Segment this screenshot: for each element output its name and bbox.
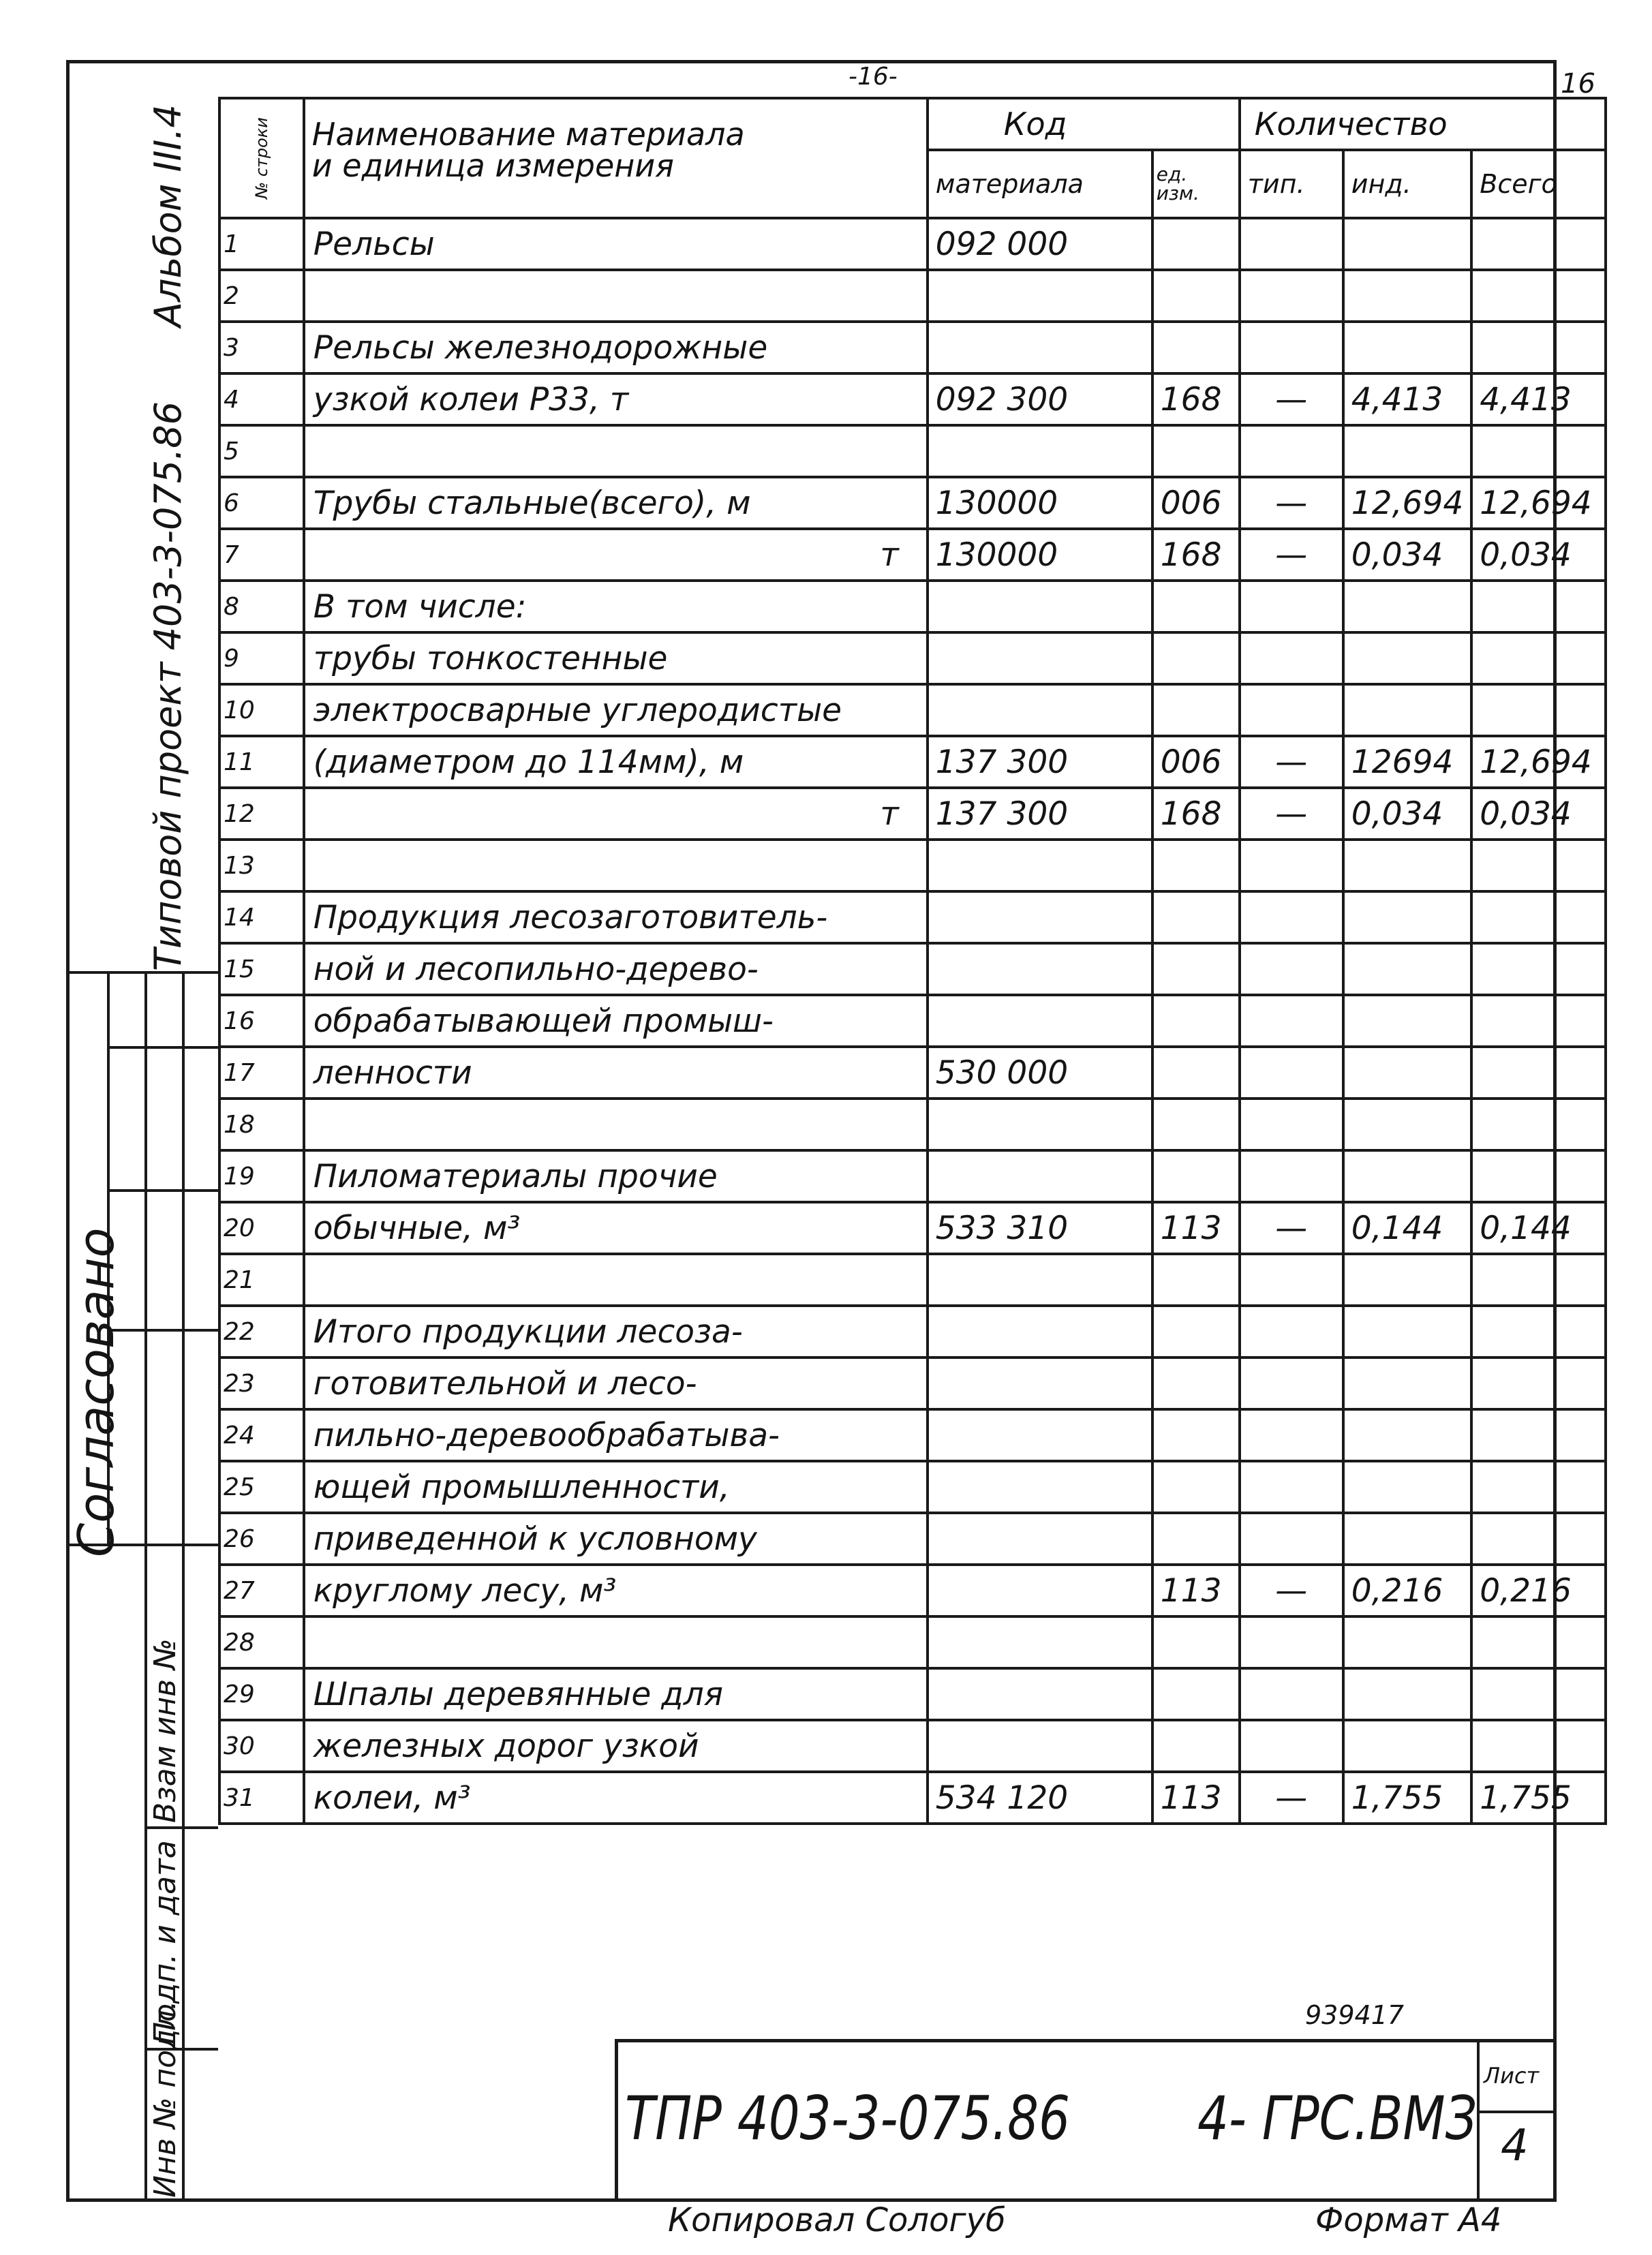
row-number: 8 [219,581,304,632]
row-code: 137 300 [928,788,1152,840]
header-row-number: № строки [219,98,304,218]
row-total [1471,1513,1606,1565]
row-ind: 0,144 [1343,1202,1471,1254]
row-number: 26 [219,1513,304,1565]
row-ind [1343,891,1471,943]
row-unit [1152,995,1240,1047]
row-number: 11 [219,736,304,788]
row-unit [1152,632,1240,684]
table-row [219,995,1606,1047]
row-number: 14 [219,891,304,943]
row-number: 31 [219,1772,304,1824]
row-number: 12 [219,788,304,840]
row-ind [1343,1616,1471,1668]
table-row [219,373,1606,425]
table-row [219,1409,1606,1461]
row-name: железных дорог узкой [304,1720,928,1772]
row-typ [1240,1461,1343,1513]
row-number: 19 [219,1150,304,1202]
row-ind [1343,1720,1471,1772]
table-row [219,1099,1606,1150]
row-ind: 12,694 [1343,477,1471,529]
table-row [219,840,1606,891]
table-row [219,1202,1606,1254]
row-ind: 0,216 [1343,1565,1471,1616]
row-code [928,1254,1152,1306]
table-row [219,581,1606,632]
row-number: 21 [219,1254,304,1306]
row-unit [1152,581,1240,632]
row-name: Трубы стальные(всего), м [304,477,928,529]
row-unit [1152,270,1240,322]
row-name: трубы тонкостенные [304,632,928,684]
row-number: 27 [219,1565,304,1616]
row-unit [1152,1668,1240,1720]
row-number: 2 [219,270,304,322]
row-typ [1240,840,1343,891]
row-code [928,891,1152,943]
doc-code: ТПР 403-3-075.86 [625,2083,1071,2153]
row-total [1471,270,1606,322]
row-code [928,1668,1152,1720]
row-typ: — [1240,529,1343,581]
row-name [304,270,928,322]
row-typ [1240,1720,1343,1772]
row-name: колеи, м³ [304,1772,928,1824]
table-row [219,1357,1606,1409]
row-typ [1240,270,1343,322]
row-ind [1343,1099,1471,1150]
row-number: 1 [219,218,304,270]
row-code [928,1150,1152,1202]
header-quantity: Количество [1240,98,1606,150]
row-unit [1152,1306,1240,1357]
row-number: 29 [219,1668,304,1720]
row-unit [1152,1150,1240,1202]
row-code [928,995,1152,1047]
row-ind: 12694 [1343,736,1471,788]
row-unit [1152,1409,1240,1461]
row-ind: 0,034 [1343,788,1471,840]
table-row [219,1616,1606,1668]
row-code [928,943,1152,995]
row-name: обрабатывающей промыш- [304,995,928,1047]
table-row [219,218,1606,270]
row-total [1471,1409,1606,1461]
row-typ [1240,1254,1343,1306]
row-name: узкой колеи Р33, т [304,373,928,425]
row-unit: 168 [1152,788,1240,840]
row-ind [1343,995,1471,1047]
row-unit [1152,1099,1240,1150]
row-unit: 168 [1152,373,1240,425]
row-total [1471,943,1606,995]
row-code [928,1720,1152,1772]
row-typ: — [1240,477,1343,529]
row-number: 15 [219,943,304,995]
row-typ [1240,684,1343,736]
row-total [1471,840,1606,891]
row-ind [1343,1409,1471,1461]
row-typ: — [1240,1772,1343,1824]
row-code [928,581,1152,632]
row-code: 533 310 [928,1202,1152,1254]
row-number: 22 [219,1306,304,1357]
row-ind [1343,1461,1471,1513]
row-typ: — [1240,373,1343,425]
page-number-top: -16- [848,63,898,91]
row-name: Пиломатериалы прочие [304,1150,928,1202]
sheet-number: 4 [1501,2121,1529,2171]
table-row [219,736,1606,788]
sheet-corner-number: 16 [1561,68,1595,99]
row-unit [1152,1254,1240,1306]
row-typ [1240,1668,1343,1720]
row-typ [1240,1357,1343,1409]
row-unit: 113 [1152,1565,1240,1616]
row-number: 25 [219,1461,304,1513]
row-total: 0,216 [1471,1565,1606,1616]
approval-block [66,971,218,2202]
row-name: Итого продукции лесоза- [304,1306,928,1357]
row-code [928,270,1152,322]
row-typ [1240,581,1343,632]
header-qty-total: Всего [1471,150,1606,218]
row-ind: 1,755 [1343,1772,1471,1824]
row-total [1471,425,1606,477]
row-ind [1343,1254,1471,1306]
row-ind: 4,413 [1343,373,1471,425]
row-typ: — [1240,1565,1343,1616]
table-row [219,322,1606,373]
row-code [928,1357,1152,1409]
row-total: 0,144 [1471,1202,1606,1254]
row-code: 092 000 [928,218,1152,270]
table-row [219,1150,1606,1202]
row-typ: — [1240,788,1343,840]
row-typ [1240,218,1343,270]
row-number: 7 [219,529,304,581]
row-name: ющей промышленности, [304,1461,928,1513]
row-code: 530 000 [928,1047,1152,1099]
row-ind [1343,632,1471,684]
row-name: Рельсы [304,218,928,270]
table-row [219,891,1606,943]
row-typ [1240,425,1343,477]
row-name [304,840,928,891]
row-name: Продукция лесозаготовитель- [304,891,928,943]
row-unit [1152,684,1240,736]
specification-table [218,97,1607,1825]
project-label: Типовой проект 403-3-075.86 [147,401,189,971]
table-row [219,788,1606,840]
row-total [1471,1047,1606,1099]
row-ind [1343,840,1471,891]
row-number: 6 [219,477,304,529]
row-unit [1152,1616,1240,1668]
row-code [928,684,1152,736]
row-code: 137 300 [928,736,1152,788]
row-total [1471,1306,1606,1357]
row-typ [1240,322,1343,373]
row-name: (диаметром до 114мм), м [304,736,928,788]
row-name: готовительной и лесо- [304,1357,928,1409]
row-typ [1240,1099,1343,1150]
row-name: обычные, м³ [304,1202,928,1254]
table-row [219,1565,1606,1616]
row-code [928,1513,1152,1565]
row-code [928,322,1152,373]
row-name: приведенной к условному [304,1513,928,1565]
row-code: 130000 [928,529,1152,581]
table-row [219,1461,1606,1513]
row-code: 130000 [928,477,1152,529]
table-row [219,477,1606,529]
sheet-label: Лист [1484,2063,1540,2089]
row-name: электросварные углеродистые [304,684,928,736]
row-code [928,1461,1152,1513]
table-row [219,425,1606,477]
table-row [219,943,1606,995]
table-row [219,632,1606,684]
row-name [304,425,928,477]
table-row [219,1720,1606,1772]
row-total [1471,1720,1606,1772]
header-name-line1: Наименование материала [311,116,745,153]
row-unit [1152,943,1240,995]
row-total: 0,034 [1471,788,1606,840]
row-typ [1240,1616,1343,1668]
row-name: т [304,788,928,840]
row-number: 13 [219,840,304,891]
row-ind [1343,1668,1471,1720]
row-total [1471,1461,1606,1513]
row-unit: 006 [1152,736,1240,788]
row-typ [1240,1047,1343,1099]
row-number: 9 [219,632,304,684]
row-number: 30 [219,1720,304,1772]
row-number: 10 [219,684,304,736]
row-total [1471,1668,1606,1720]
row-number: 3 [219,322,304,373]
row-total [1471,1357,1606,1409]
stamp-number: 939417 [1305,2000,1405,2030]
footer-format: Формат А4 [1315,2201,1502,2239]
row-typ: — [1240,1202,1343,1254]
header-code-material: материала [928,150,1152,218]
row-name: ной и лесопильно-дерево- [304,943,928,995]
row-typ [1240,1409,1343,1461]
row-unit: 006 [1152,477,1240,529]
row-total [1471,1616,1606,1668]
row-typ [1240,1306,1343,1357]
row-total [1471,581,1606,632]
row-unit [1152,322,1240,373]
row-code [928,1099,1152,1150]
row-total [1471,1099,1606,1150]
row-total: 0,034 [1471,529,1606,581]
row-number: 16 [219,995,304,1047]
row-unit [1152,891,1240,943]
row-total [1471,322,1606,373]
row-name [304,1254,928,1306]
row-total: 4,413 [1471,373,1606,425]
row-code: 092 300 [928,373,1152,425]
row-name: пильно-деревообрабатыва- [304,1409,928,1461]
agreed-label: Согласовано [67,1227,125,1557]
row-unit [1152,840,1240,891]
row-total [1471,632,1606,684]
row-code [928,1409,1152,1461]
row-total: 12,694 [1471,736,1606,788]
header-name-line2: и единица измерения [311,147,674,184]
row-name [304,1099,928,1150]
table-row [219,1668,1606,1720]
table-row [219,1254,1606,1306]
row-code: 534 120 [928,1772,1152,1824]
table-row [219,1047,1606,1099]
row-number: 23 [219,1357,304,1409]
row-ind [1343,1306,1471,1357]
header-qty-typ: тип. [1240,150,1343,218]
row-code [928,840,1152,891]
row-ind [1343,218,1471,270]
row-name: В том числе: [304,581,928,632]
row-typ [1240,943,1343,995]
row-number: 18 [219,1099,304,1150]
row-unit: 113 [1152,1202,1240,1254]
row-typ [1240,632,1343,684]
row-unit [1152,1513,1240,1565]
row-typ [1240,1150,1343,1202]
inv-original-label: Инв № подл. [148,2000,183,2198]
album-label: Альбом III.4 [147,104,189,327]
row-total [1471,1150,1606,1202]
row-code [928,1565,1152,1616]
header-qty-ind: инд. [1343,150,1471,218]
row-ind [1343,581,1471,632]
footer-copied-by: Копировал Сологуб [668,2201,1006,2239]
row-unit: 113 [1152,1772,1240,1824]
row-number: 4 [219,373,304,425]
row-total [1471,218,1606,270]
row-unit [1152,1461,1240,1513]
row-name: т [304,529,928,581]
row-ind [1343,1357,1471,1409]
header-name [304,98,928,218]
row-code [928,1306,1152,1357]
row-ind [1343,270,1471,322]
sign-date-label: Подп. и дата [148,1840,183,2044]
row-total [1471,684,1606,736]
row-unit [1152,1720,1240,1772]
table-row [219,1772,1606,1824]
row-unit: 168 [1152,529,1240,581]
row-number: 20 [219,1202,304,1254]
inv-replacement-label: Взам инв № [148,1638,183,1823]
row-code [928,1616,1152,1668]
row-ind [1343,684,1471,736]
row-code [928,425,1152,477]
table-row [219,1513,1606,1565]
row-unit [1152,425,1240,477]
header-code-unit: ед. изм. [1152,150,1240,218]
table-row [219,1306,1606,1357]
row-code [928,632,1152,684]
row-ind [1343,1513,1471,1565]
table-row [219,270,1606,322]
row-typ [1240,1513,1343,1565]
row-total: 1,755 [1471,1772,1606,1824]
row-unit [1152,1357,1240,1409]
row-name: Шпалы деревянные для [304,1668,928,1720]
row-number: 28 [219,1616,304,1668]
row-name: Рельсы железнодорожные [304,322,928,373]
row-total [1471,995,1606,1047]
row-number: 17 [219,1047,304,1099]
row-name: круглому лесу, м³ [304,1565,928,1616]
title-block [615,2039,1557,2202]
row-ind [1343,425,1471,477]
row-ind: 0,034 [1343,529,1471,581]
row-unit [1152,218,1240,270]
table-row [219,684,1606,736]
row-ind [1343,943,1471,995]
row-ind [1343,1047,1471,1099]
row-total [1471,891,1606,943]
row-typ [1240,995,1343,1047]
row-typ: — [1240,736,1343,788]
header-code: Код [928,98,1240,150]
row-total [1471,1254,1606,1306]
row-name [304,1616,928,1668]
row-typ [1240,891,1343,943]
table-row [219,529,1606,581]
row-number: 24 [219,1409,304,1461]
row-number: 5 [219,425,304,477]
row-unit [1152,1047,1240,1099]
row-ind [1343,322,1471,373]
row-ind [1343,1150,1471,1202]
row-name: ленности [304,1047,928,1099]
doc-mark: 4- ГРС.ВМЗ [1197,2083,1477,2153]
row-total: 12,694 [1471,477,1606,529]
